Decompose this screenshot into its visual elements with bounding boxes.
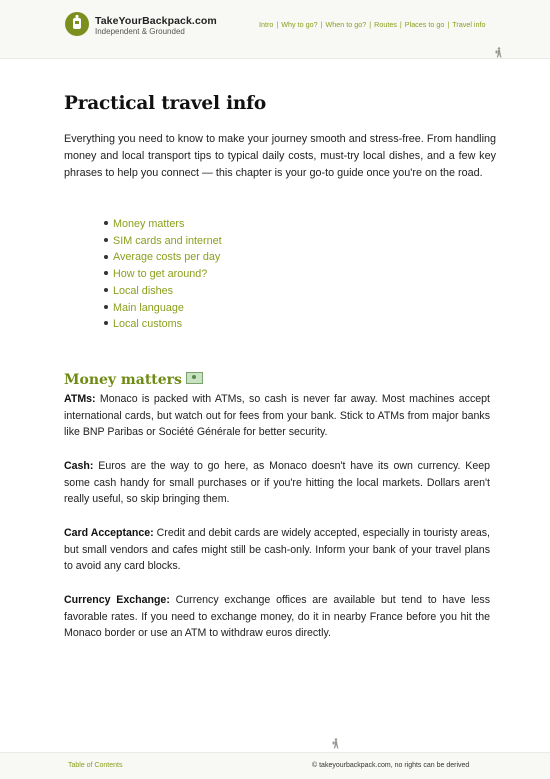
nav-separator: | <box>274 20 281 29</box>
nav-separator: | <box>397 20 404 29</box>
bullet <box>104 271 108 275</box>
section-title: Money matters <box>64 372 182 388</box>
nav-link-places-to-go[interactable]: Places to go <box>404 20 445 29</box>
paragraph-text: Euros are the way to go here, as Monaco doesn't have its own currency. Keep some cash handy for small purchases or if you're hitting the local markets. Dollars aren't really useful, so skip bringing them. <box>64 460 490 506</box>
list-item <box>104 316 222 333</box>
section-heading <box>64 372 203 388</box>
paragraph-card-acceptance <box>64 525 490 575</box>
list-item <box>104 266 222 283</box>
toc-link-main-language[interactable]: Main language <box>113 301 184 314</box>
toc-link-average-costs[interactable]: Average costs per day <box>113 251 221 264</box>
paragraph-label: Currency Exchange: <box>64 594 170 606</box>
nav-link-routes[interactable]: Routes <box>374 20 397 29</box>
intro-paragraph: Everything you need to know to make your journey smooth and stress-free. From handling money and local transport tips to typical daily costs, must-try local dishes, and a few key phrases to help you connect — this chapter is your go-to guide once you're on the road. <box>64 133 496 179</box>
paragraph-text: Monaco is packed with ATMs, so cash is never far away. Most machines accept international cards, but watch out for fees from your bank. Stick to ATMs from major banks like BNP Paribas or Société Générale for better security. <box>64 393 490 439</box>
list-item <box>104 300 222 317</box>
nav-separator: | <box>318 20 325 29</box>
nav-separator: | <box>445 20 452 29</box>
hiker-icon <box>494 45 503 63</box>
paragraph-cash <box>64 458 490 508</box>
bullet <box>104 288 108 292</box>
nav-link-travel-info[interactable]: Travel info <box>452 20 486 29</box>
paragraph-label: Cash: <box>64 460 94 472</box>
money-icon <box>186 372 203 384</box>
page-title: Practical travel info <box>64 93 267 114</box>
paragraph-atms <box>64 391 490 441</box>
paragraph-label: ATMs: <box>64 393 96 405</box>
list-item <box>104 233 222 250</box>
top-navigation <box>259 20 486 29</box>
list-item <box>104 283 222 300</box>
backpack-logo-icon[interactable] <box>65 12 89 36</box>
nav-link-why-to-go[interactable]: Why to go? <box>281 20 318 29</box>
paragraph-currency-exchange <box>64 592 490 642</box>
table-of-contents-link[interactable]: Table of Contents <box>68 762 123 769</box>
section-links-list <box>104 216 222 333</box>
toc-link-local-dishes[interactable]: Local dishes <box>113 284 174 297</box>
toc-link-local-customs[interactable]: Local customs <box>113 318 183 331</box>
toc-link-get-around[interactable]: How to get around? <box>113 268 208 281</box>
bullet <box>104 238 108 242</box>
list-item <box>104 216 222 233</box>
nav-link-intro[interactable]: Intro <box>259 20 274 29</box>
logo-tagline: Independent & Grounded <box>95 27 185 36</box>
bullet <box>104 305 108 309</box>
logo-title[interactable]: TakeYourBackpack.com <box>95 15 217 27</box>
toc-link-sim-cards[interactable]: SIM cards and internet <box>113 234 222 247</box>
nav-link-when-to-go[interactable]: When to go? <box>325 20 367 29</box>
list-item <box>104 249 222 266</box>
paragraph-text: Credit and debit cards are widely accepted, especially in touristy areas, but small vendors and cafes might still be cash-only. Inform your bank of your travel plans to avoid any card blocks. <box>64 527 490 573</box>
nav-separator: | <box>367 20 374 29</box>
bullet <box>104 321 108 325</box>
bullet <box>104 221 108 225</box>
page-header <box>0 0 550 59</box>
page-footer <box>0 752 550 779</box>
bullet <box>104 255 108 259</box>
paragraph-label: Card Acceptance: <box>64 527 154 539</box>
paragraph-text: Currency exchange offices are available but tend to have less favorable rates. If you need to exchange money, do it in nearby France before you hit the Monaco border or use an ATM to withdraw euros directly. <box>64 594 490 640</box>
copyright-notice: © takeyourbackpack.com, no rights can be derived <box>312 762 470 769</box>
toc-link-money-matters[interactable]: Money matters <box>113 218 185 230</box>
